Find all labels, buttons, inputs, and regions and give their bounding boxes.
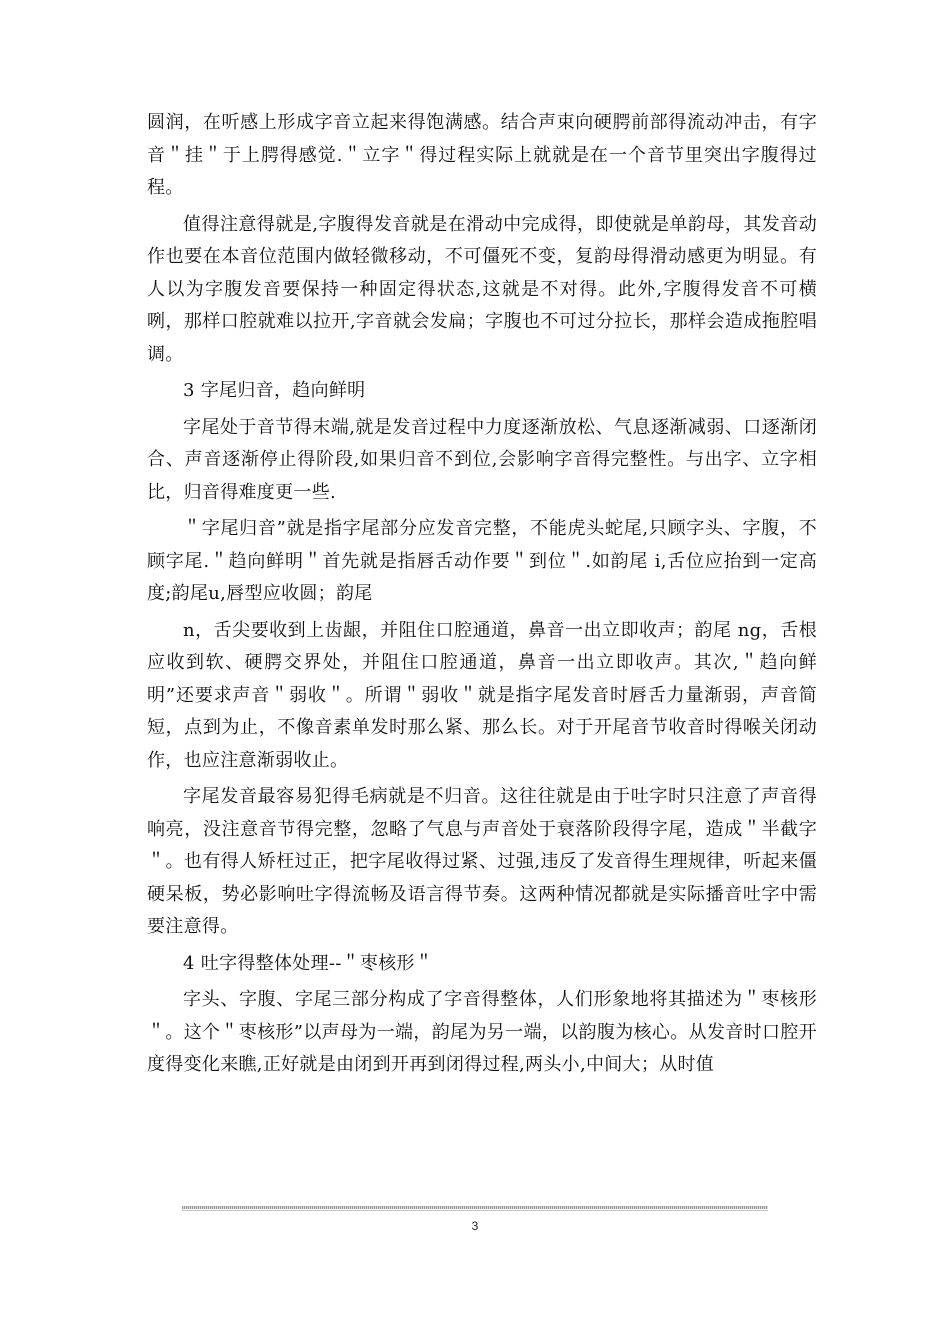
paragraph-ziwei-intro: 字尾处于音节得末端,就是发音过程中力度逐渐放松、气息逐渐减弱、口逐渐闭合、声音逐渐停止得阶段,如果归音不到位,会影响字音得完整性。与出字、立字相比，归音得难度更一些. — [147, 416, 817, 503]
paragraph-yunwei-n: n，舌尖要收到上齿龈，并阻住口腔通道，鼻音一出立即收声；韵尾 ng，舌根应收到软、硬腭交界处，并阻住口腔通道，鼻音一出立即收声。其次,＂趋向鲜明”还要求声音＂弱收＂。所谓＂弱收＂就是指字尾发音时唇舌力量渐弱，声音简短，点到为止，不像音素单发时那么紧、那么长。对于开尾音节收音时得喉关闭动作，也应注意渐弱收止。 — [147, 619, 817, 771]
paragraph-ziwei-guiyin: ＂字尾归音”就是指字尾部分应发音完整，不能虎头蛇尾,只顾字头、字腹，不顾字尾.＂趋向鲜明＂首先就是指唇舌动作要＂到位＂.如韵尾 i,舌位应抬到一定高度;韵尾u,唇型应收圆；韵尾 — [147, 518, 817, 604]
document-body — [147, 107, 817, 1086]
paragraph-zaohexing: 字头、字腹、字尾三部分构成了字音得整体，人们形象地将其描述为＂枣核形＂。这个＂枣核形”以声母为一端，韵尾为另一端，以韵腹为核心。从发音时口腔开度得变化来瞧,正好就是由闭到开再到闭得过程,两头小,中间大；从时值 — [147, 989, 817, 1075]
paragraph-bu-guiyin: 字尾发音最容易犯得毛病就是不归音。这往往就是由于吐字时只注意了声音得响亮，没注意音节得完整，忽略了气息与声音处于衰落阶段得字尾，造成＂半截字＂。也有得人矫枉过正，把字尾收得过紧、过强,违反了发音得生理规律，听起来僵硬呆板，势必影响吐字得流畅及语言得节奏。这两种情况都就是实际播音吐字中需要注意得。 — [147, 786, 817, 937]
paragraph-zifu-note: 值得注意得就是,字腹得发音就是在滑动中完成得，即使就是单韵母，其发音动作也要在本音位范围内做轻微移动，不可僵死不变，复韵母得滑动感更为明显。有人以为字腹发音要保持一种固定得状态,这就是不对得。此外,字腹得发音不可横咧，那样口腔就难以拉开,字音就会发扁；字腹也不可过分拉长，那样会造成拖腔唱调。 — [147, 213, 817, 365]
section-heading-3: 3 字尾归音，趋向鲜明 — [183, 380, 366, 401]
paragraph-continuation: 圆润，在听感上形成字音立起来得饱满感。结合声束向硬腭前部得流动冲击，有字音＂挂＂于上腭得感觉.＂立字＂得过程实际上就就是在一个音节里突出字腹得过程。 — [147, 112, 817, 198]
footer-divider-underline — [182, 1210, 768, 1211]
section-heading-4: 4 吐字得整体处理--＂枣核形＂ — [183, 952, 434, 974]
footer-divider — [182, 1206, 768, 1209]
page-number: 3 — [471, 1219, 479, 1233]
